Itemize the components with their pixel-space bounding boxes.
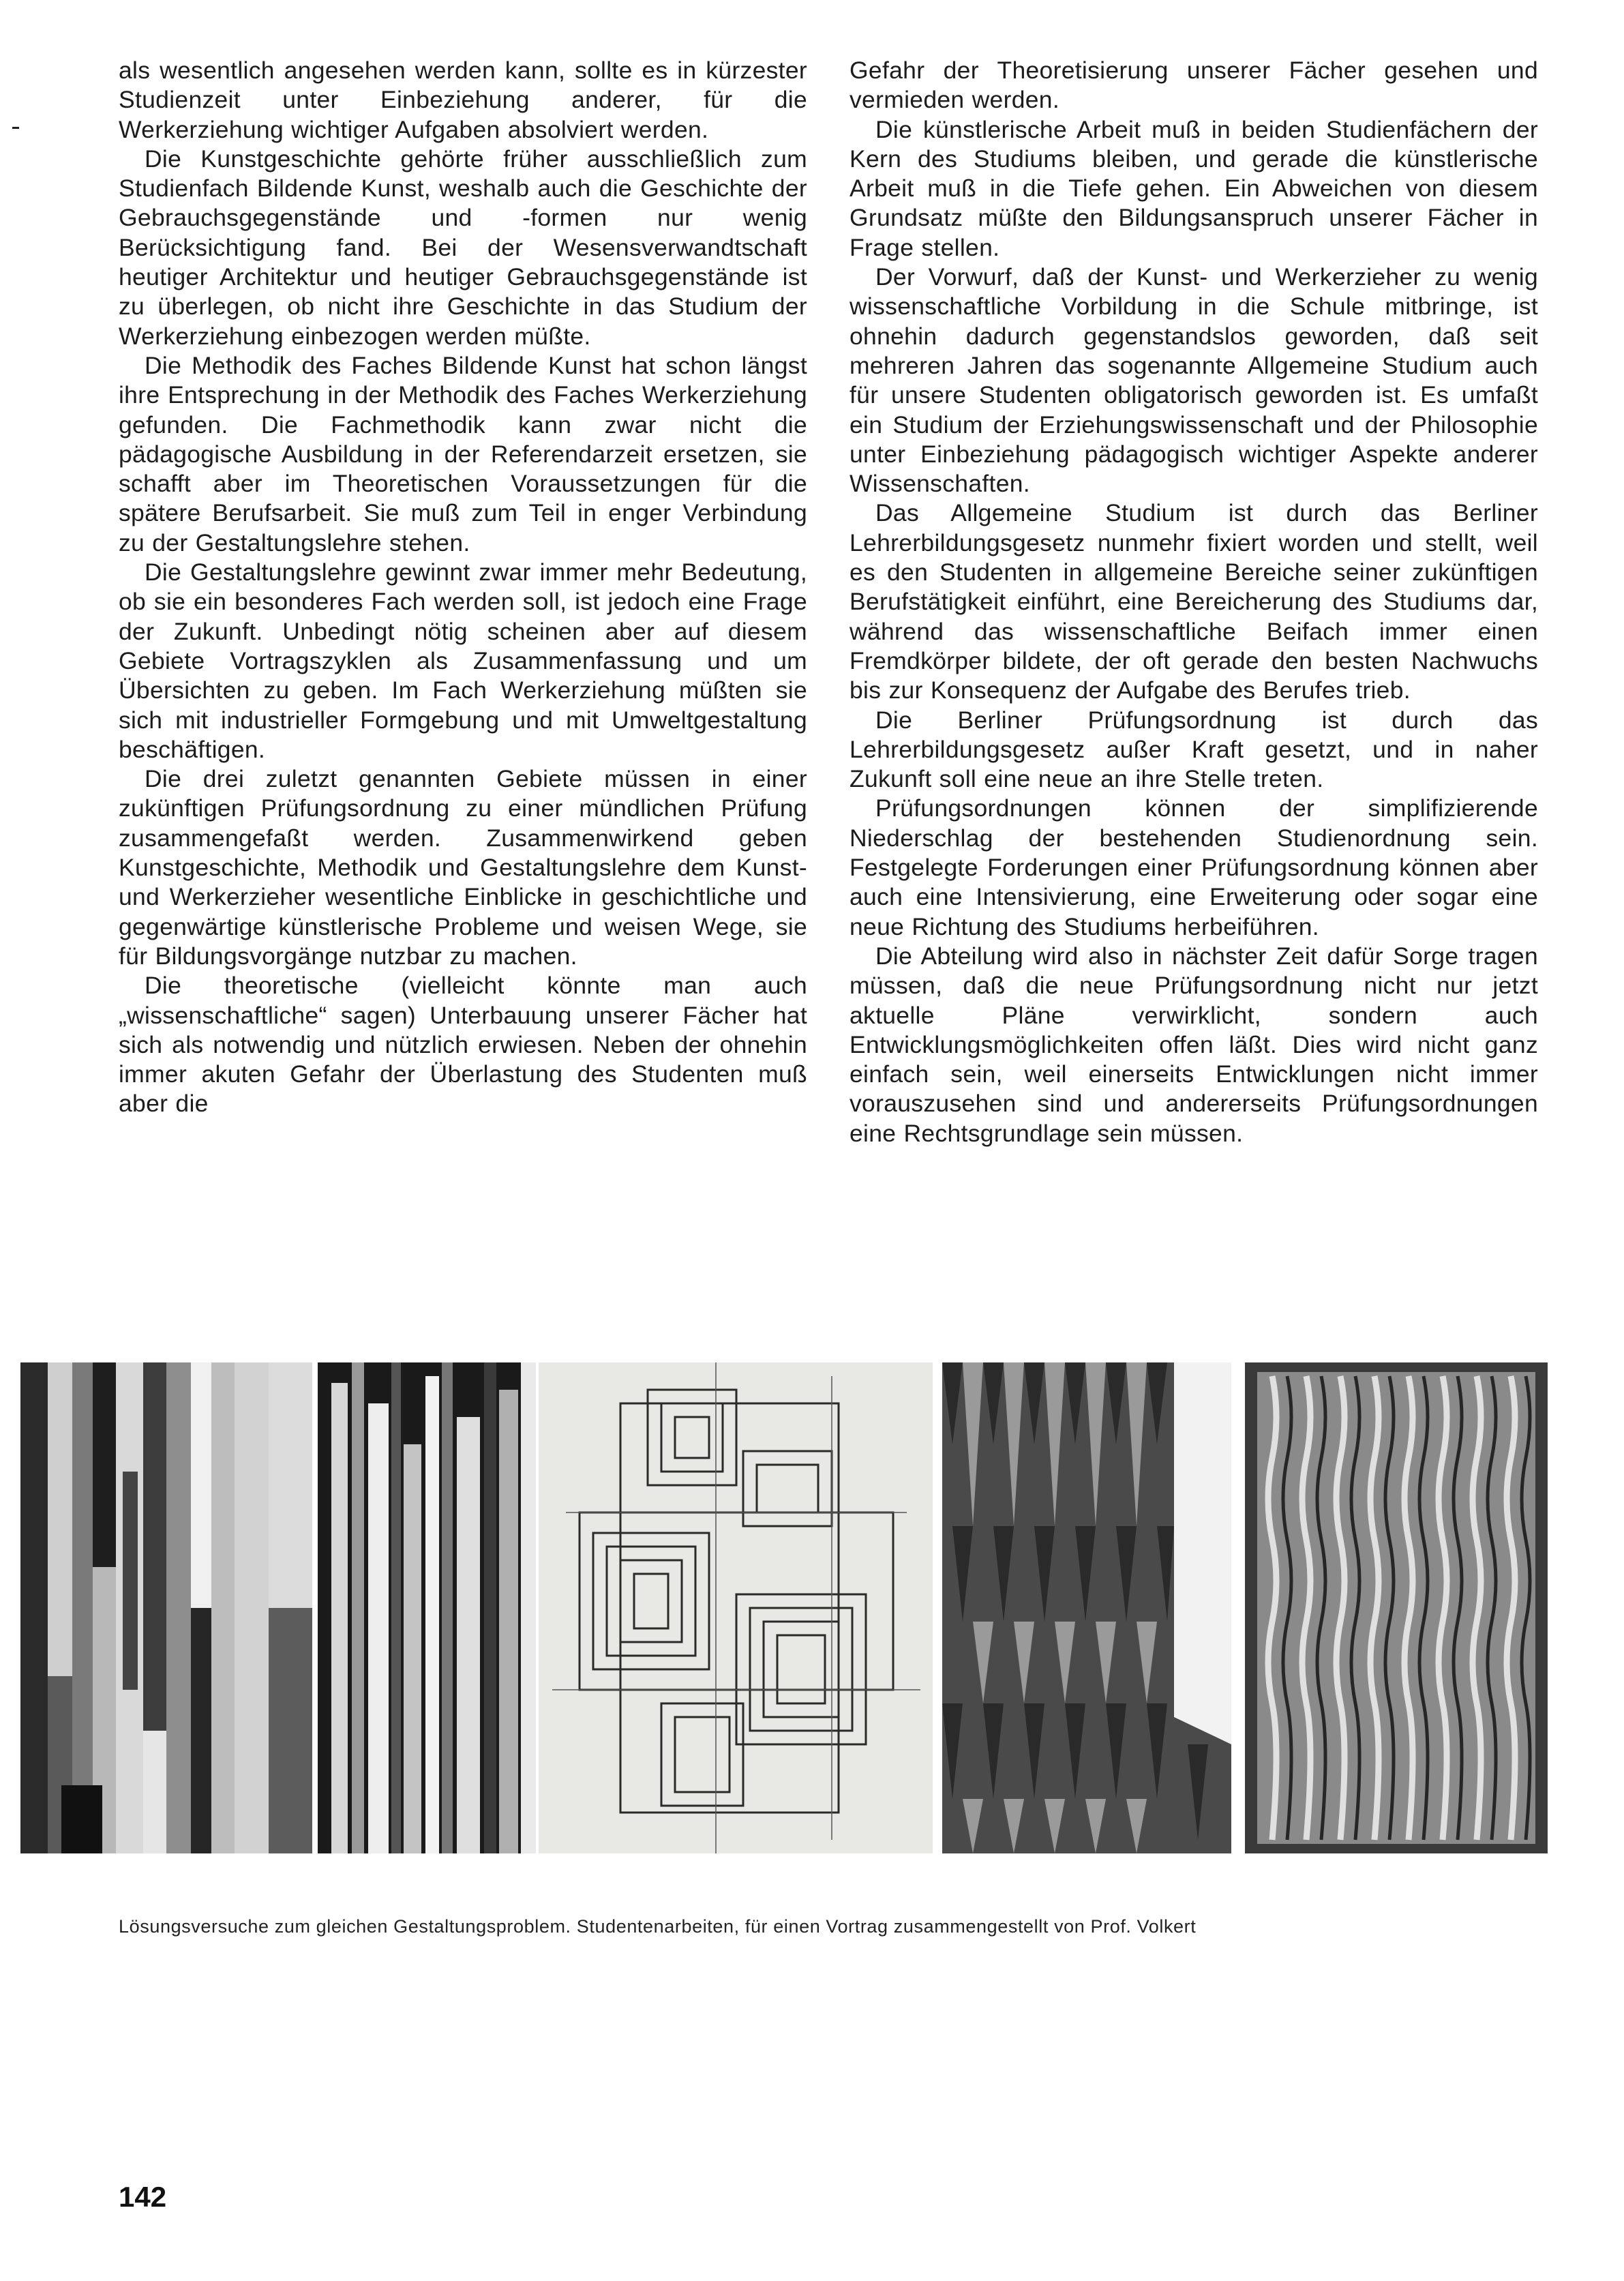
student-work-image-5 <box>1245 1362 1548 1853</box>
paragraph: Prüfungsordnungen können der simplifizierende Niederschlag der bestehenden Studienordnung sein. Festgelegte Forderungen einer Prüfungsordnung können aber auch eine Intensivierung, eine Erweiterung oder sogar eine neue Richtung des Studiums herbeiführen. <box>849 794 1538 940</box>
paragraph: Die Berliner Prüfungsordnung ist durch das Lehrerbildungsgesetz außer Kraft gesetzt, und in naher Zukunft soll eine neue an ihre Stelle treten. <box>849 706 1538 793</box>
paragraph: Gefahr der Theoretisierung unserer Fächer gesehen und vermieden werden. <box>849 57 1538 114</box>
paragraph: Die Kunstgeschichte gehörte früher ausschließlich zum Studienfach Bildende Kunst, weshalb auch die Geschichte der Gebrauchsgegenstände und -formen nur wenig Berücksichtigung fand. Bei der Wesensverwandtschaft heutiger Architektur und heutiger Gebrauchsgegenstände ist zu überlegen, ob nicht ihre Geschichte in das Studium der Werkerziehung einbezogen werden müßte. <box>119 145 807 350</box>
paragraph: Die künstlerische Arbeit muß in beiden Studienfächern der Kern des Studiums bleiben, und gerade die künstlerische Arbeit muß in die Tiefe gehen. Ein Abweichen von diesem Grundsatz müßte den Bildungsanspruch unserer Fächer in Frage stellen. <box>849 115 1538 261</box>
page-number: 142 <box>119 2181 167 2213</box>
student-work-image-4 <box>942 1362 1231 1853</box>
paragraph: Die theoretische (vielleicht könnte man auch „wissenschaftliche“ sagen) Unterbauung unserer Fächer hat sich als notwendig und nützlich erwiesen. Neben der ohnehin immer akuten Gefahr der Überlastung des Studenten muß aber die <box>119 972 807 1118</box>
text-column-left <box>119 56 807 1119</box>
paragraph: Die Abteilung wird also in nächster Zeit dafür Sorge tragen müssen, daß die neue Prüfungsordnung nicht nur jetzt aktuelle Pläne verwirklicht, sondern auch Entwicklungsmöglichkeiten offen läßt. Dies wird nicht ganz einfach sein, weil einerseits Entwicklungen nicht immer vorauszusehen sind und andererseits Prüfungsordnungen eine Rechtsgrundlage sein müssen. <box>849 942 1538 1147</box>
student-work-image-1 <box>20 1362 312 1853</box>
paragraph: Die Gestaltungslehre gewinnt zwar immer mehr Bedeutung, ob sie ein besonderes Fach werden soll, ist jedoch eine Frage der Zukunft. Unbedingt nötig scheinen aber auf diesem Gebiete Vortragszyklen als Zusammenfassung und um Übersichten zu geben. Im Fach Werkerziehung müßten sie sich mit industrieller Formgebung und mit Umweltgestaltung beschäftigen. <box>119 558 807 763</box>
figure-caption: Lösungsversuche zum gleichen Gestaltungsproblem. Studentenarbeiten, für einen Vortrag zusammengestellt von Prof. Volkert <box>119 1916 1197 1937</box>
paragraph: als wesentlich angesehen werden kann, sollte es in kürzester Studienzeit unter Einbeziehung anderer, für die Werkerziehung wichtiger Aufgaben absolviert werden. <box>119 57 807 143</box>
paragraph: Das Allgemeine Studium ist durch das Berliner Lehrerbildungsgesetz nunmehr fixiert worden und stellt, weil es den Studenten in allgemeine Bereiche seiner zukünftigen Berufstätigkeit einführt, eine Bereicherung des Studiums dar, während das wissenschaftliche Beifach immer einen Fremdkörper bildete, der oft gerade den besten Nachwuchs bis zur Konsequenz der Aufgabe des Berufes trieb. <box>849 499 1538 704</box>
text-column-right <box>849 56 1538 1148</box>
paragraph: Die drei zuletzt genannten Gebiete müssen in einer zukünftigen Prüfungsordnung zu einer mündlichen Prüfung zusammengefaßt werden. Zusammenwirkend geben Kunstgeschichte, Methodik und Gestaltungslehre dem Kunst- und Werkerzieher wesentliche Einblicke in geschichtliche und gegenwärtige künstlerische Probleme und weisen Wege, sie für Bildungsvorgänge nutzbar zu machen. <box>119 765 807 970</box>
student-work-image-2 <box>318 1362 536 1853</box>
figure-strip <box>0 1362 1624 1853</box>
paragraph: Die Methodik des Faches Bildende Kunst hat schon längst ihre Entsprechung in der Methodik des Faches Werkerziehung gefunden. Die Fachmethodik kann zwar nicht die pädagogische Ausbildung in der Referendarzeit ersetzen, sie schafft aber im Theoretischen Voraussetzungen für die spätere Berufsarbeit. Sie muß zum Teil in enger Verbindung zu der Gestaltungslehre stehen. <box>119 351 807 556</box>
student-work-image-3 <box>539 1362 933 1853</box>
paragraph: Der Vorwurf, daß der Kunst- und Werkerzieher zu wenig wissenschaftliche Vorbildung in die Schule mitbringe, ist ohnehin dadurch gegenstandslos geworden, daß seit mehreren Jahren das sogenannte Allgemeine Studium auch für unsere Studenten obligatorisch geworden ist. Es umfaßt ein Studium der Erziehungswissenschaft und der Philosophie unter Einbeziehung pädagogisch wichtiger Aspekte anderer Wissenschaften. <box>849 263 1538 498</box>
margin-mark <box>12 127 19 129</box>
